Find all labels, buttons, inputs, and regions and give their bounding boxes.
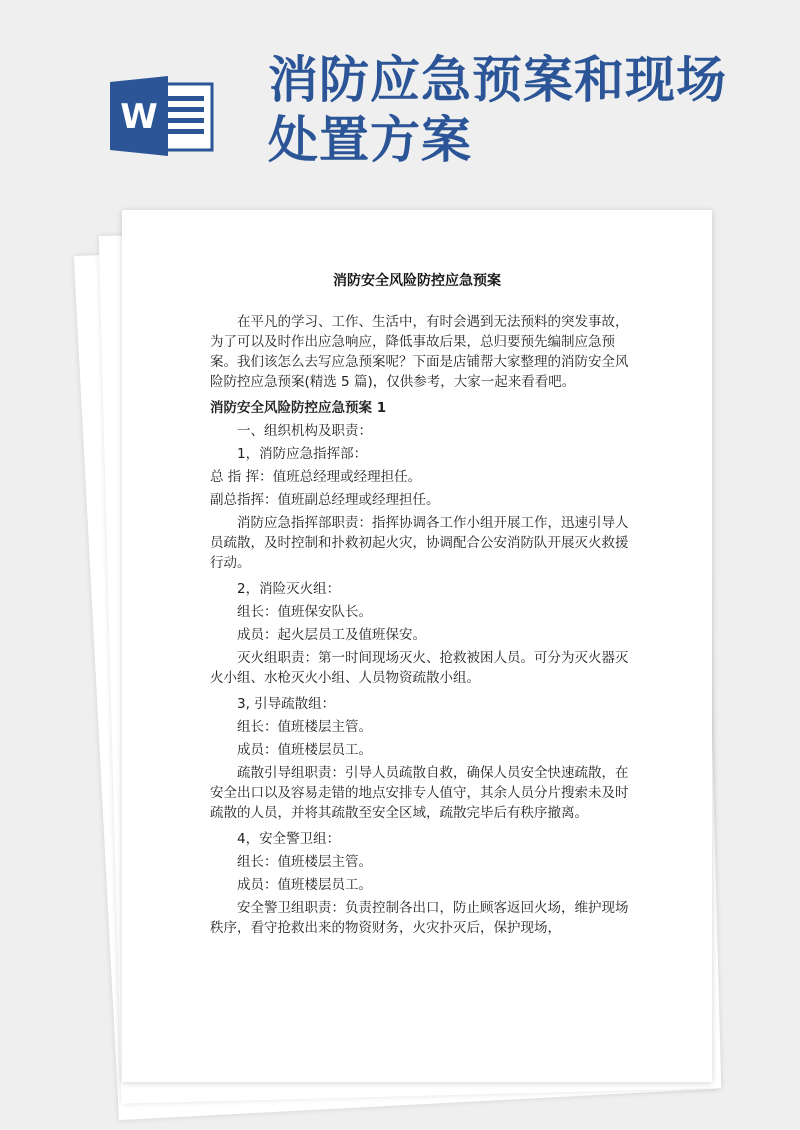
- document-title: 消防安全风险防控应急预案: [333, 273, 501, 289]
- document-paragraph: 总 指 挥：值班总经理或经理担任。: [210, 469, 422, 485]
- document-paragraph: 1，消防应急指挥部：: [237, 446, 368, 462]
- document-paragraph: 成员：值班楼层员工。: [237, 877, 372, 893]
- document-page: [122, 210, 712, 1082]
- word-document-icon: [110, 76, 214, 156]
- document-paragraph: 组长：值班楼层主管。: [237, 854, 372, 870]
- document-paragraph: 组长：值班楼层主管。: [237, 719, 372, 735]
- banner: [0, 0, 800, 200]
- document-paragraph: 安全警卫组职责：负责控制各出口，防止顾客返回火场，维护现场秩序，看守抢救出来的物资财务，火灾扑灭后，保护现场，: [210, 900, 629, 936]
- document-paragraph: 消防应急指挥部职责：指挥协调各工作小组开展工作，迅速引导人员疏散，及时控制和扑救初起火灾，协调配合公安消防队开展灭火救援行动。: [210, 515, 629, 571]
- document-paragraph: 2，消险灭火组：: [237, 581, 341, 597]
- document-paragraph: 组长：值班保安队长。: [237, 604, 372, 620]
- document-paragraph: 3, 引导疏散组：: [237, 696, 336, 712]
- document-paragraph: 一、组织机构及职责：: [237, 423, 372, 439]
- document-paragraph: 副总指挥：值班副总经理或经理担任。: [210, 492, 440, 508]
- document-body: [210, 312, 640, 944]
- document-paragraph: 消防安全风险防控应急预案 1: [210, 400, 387, 416]
- document-paragraph: 在平凡的学习、工作、生活中，有时会遇到无法预料的突发事故，为了可以及时作出应急响应，降低事故后果，总归要预先编制应急预案。我们该怎么去写应急预案呢？下面是店铺帮大家整理的消防安全风险防控应急预案(精选 5 篇)，仅供参考，大家一起来看看吧。: [210, 314, 629, 390]
- document-paragraph: 成员：起火层员工及值班保安。: [237, 627, 426, 643]
- document-paragraph: 成员：值班楼层员工。: [237, 742, 372, 758]
- document-paragraph: 疏散引导组职责：引导人员疏散自救，确保人员安全快速疏散，在安全出口以及容易走错的地点安排专人值守，其余人员分片搜索未及时疏散的人员，并将其疏散至安全区域，疏散完毕后有秩序撤离。: [210, 765, 629, 821]
- banner-title: 消防应急预案和现场处置方案: [268, 51, 727, 169]
- document-paragraph: 4，安全警卫组：: [237, 831, 341, 847]
- svg-text:W: W: [120, 97, 158, 137]
- document-paragraph: 灭火组职责：第一时间现场灭火、抢救被困人员。可分为灭火器灭火小组、水枪灭火小组、人员物资疏散小组。: [210, 650, 629, 686]
